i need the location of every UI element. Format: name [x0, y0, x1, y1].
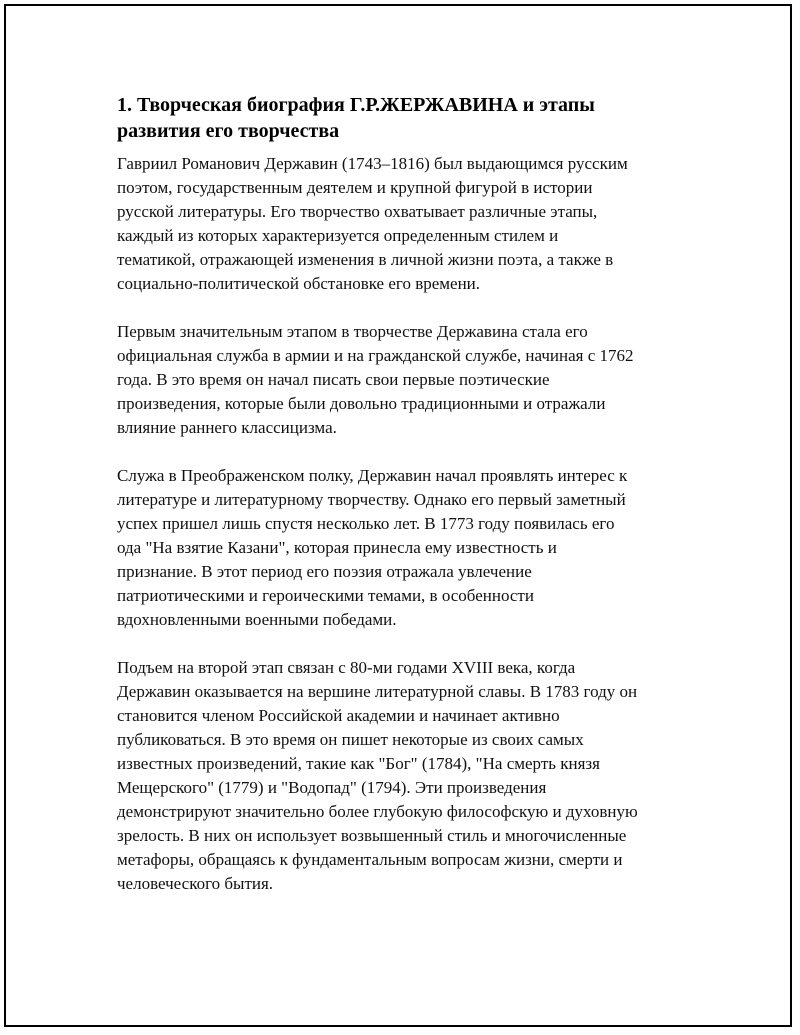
- paragraph-preobrazhensky: [117, 464, 697, 632]
- text-line: становится членом Российской академии и начинает активно: [117, 706, 560, 725]
- paragraph-first-stage: [117, 320, 697, 440]
- text-line: Подъем на второй этап связан с 80-ми годами XVIII века, когда: [117, 658, 576, 677]
- text-line: влияние раннего классицизма.: [117, 418, 337, 437]
- text-line: тематикой, отражающей изменения в личной жизни поэта, а также в: [117, 250, 614, 269]
- text-line: метафоры, обращаясь к фундаментальным вопросам жизни, смерти и: [117, 850, 623, 869]
- text-line: года. В это время он начал писать свои первые поэтические: [117, 370, 550, 389]
- text-line: Мещерского" (1779) и "Водопад" (1794). Эти произведения: [117, 778, 547, 797]
- text-line: человеческого бытия.: [117, 874, 274, 893]
- text-line: признание. В этот период его поэзия отражала увлечение: [117, 562, 532, 581]
- text-line: Служа в Преображенском полку, Державин начал проявлять интерес к: [117, 466, 628, 485]
- text-line: демонстрируют значительно более глубокую философскую и духовную: [117, 802, 638, 821]
- heading-line: 1. Творческая биография Г.Р.ЖЕРЖАВИНА и этапы: [117, 94, 595, 116]
- text-line: Державин оказывается на вершине литературной славы. В 1783 году он: [117, 682, 638, 701]
- text-line: успех пришел лишь спустя несколько лет. В 1773 году появилась его: [117, 514, 615, 533]
- text-line: патриотическими и героическими темами, в особенности: [117, 586, 534, 605]
- text-line: известных произведений, такие как "Бог" (1784), "На смерть князя: [117, 754, 600, 773]
- text-line: ода "На взятие Казани", которая принесла ему известность и: [117, 538, 557, 557]
- paragraph-intro: [117, 152, 697, 296]
- text-line: произведения, которые были довольно традиционными и отражали: [117, 394, 606, 413]
- text-line: каждый из которых характеризуется определенным стилем и: [117, 226, 559, 245]
- text-line: литературе и литературному творчеству. Однако его первый заметный: [117, 490, 626, 509]
- text-line: вдохновленными военными победами.: [117, 610, 397, 629]
- paragraph-second-stage: [117, 656, 697, 896]
- text-line: зрелость. В них он использует возвышенный стиль и многочисленные: [117, 826, 627, 845]
- text-line: русской литературы. Его творчество охватывает различные этапы,: [117, 202, 598, 221]
- text-line: официальная служба в армии и на гражданской службе, начиная с 1762: [117, 346, 634, 365]
- text-line: поэтом, государственным деятелем и крупной фигурой в истории: [117, 178, 593, 197]
- document-body: [117, 92, 697, 896]
- text-line: публиковаться. В это время он пишет некоторые из своих самых: [117, 730, 584, 749]
- heading-line: развития его творчества: [117, 120, 340, 142]
- section-heading: [117, 92, 697, 144]
- text-line: Гавриил Романович Державин (1743–1816) был выдающимся русским: [117, 154, 628, 173]
- text-line: социально-политической обстановке его времени.: [117, 274, 481, 293]
- text-line: Первым значительным этапом в творчестве Державина стала его: [117, 322, 588, 341]
